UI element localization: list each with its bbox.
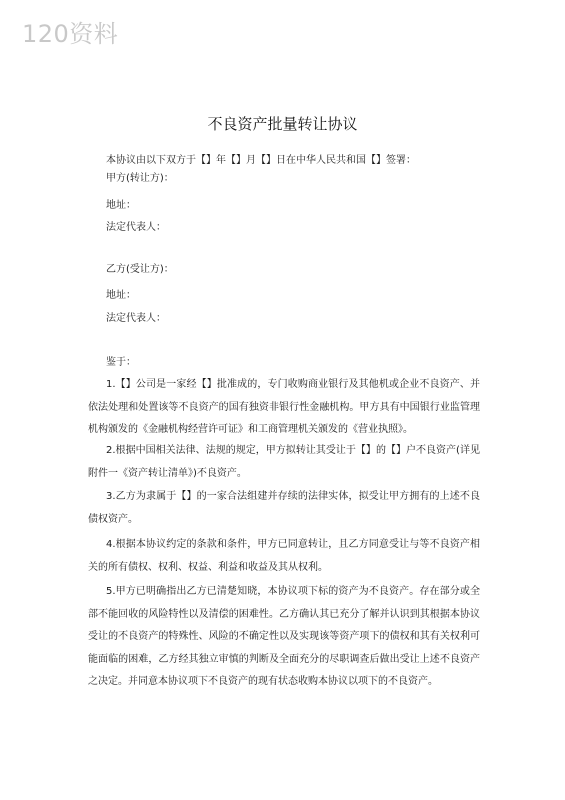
document-title: 不良资产批量转让协议 [207, 115, 358, 133]
party-b-representative: 法定代表人： [106, 313, 166, 324]
party-a-label: 甲方(转让方)： [106, 173, 174, 184]
clause-1: 1.【】公司是一家经【】批准成的，专门收购商业银行及其他机或企业不良资产、并依法处理和处置该等不良资产的国有独资非银行性金融机构。甲方具有中国银行业监管理机构颁发的《金融机构经营许可证》和工商管理机关颁发的《营业执照》。 [88, 379, 480, 436]
clause-5: 5.甲方已明确指出乙方已清楚知晓，本协议项下标的资产为不良资产。存在部分或全部不能回收的风险特性以及清偿的困难性。乙方确认其已充分了解并认识到其根据本协议受让的不良资产的特殊性、风险的不确定性以及实现该等资产项下的债权和其有关权利可能面临的困难，乙方经其独立审慎的判断及全面充分的尽职调查后做出受让上述不良资产之决定。并同意本协议项下不良资产的现有状态收购本协议以项下的不良资产。 [88, 586, 480, 688]
clause-4: 4.根据本协议约定的条款和条件，甲方已同意转让，且乙方同意受让与等不良资产相关的所有债权、权利、权益、利益和收益及其从权利。 [88, 539, 480, 573]
clause-3: 3.乙方为隶属于【】的一家合法组建并存续的法律实体，拟受让甲方拥有的上述不良债权资产。 [88, 491, 480, 525]
party-b-address: 地址： [106, 290, 136, 301]
watermark-logo: 120资料 [22, 20, 119, 48]
party-a-representative: 法定代表人： [106, 222, 166, 233]
whereas-heading: 鉴于： [106, 357, 136, 368]
party-a-address: 地址： [106, 200, 136, 211]
intro-line: 本协议由以下双方于【】年【】月【】日在中华人民共和国【】签署： [106, 155, 416, 166]
clause-2: 2.根据中国相关法律、法规的规定，甲方拟转让其受让于【】的【】户不良资产(详见附件一《资产转让清单》)不良资产。 [88, 445, 480, 479]
party-b-label: 乙方(受让方)： [106, 264, 174, 275]
